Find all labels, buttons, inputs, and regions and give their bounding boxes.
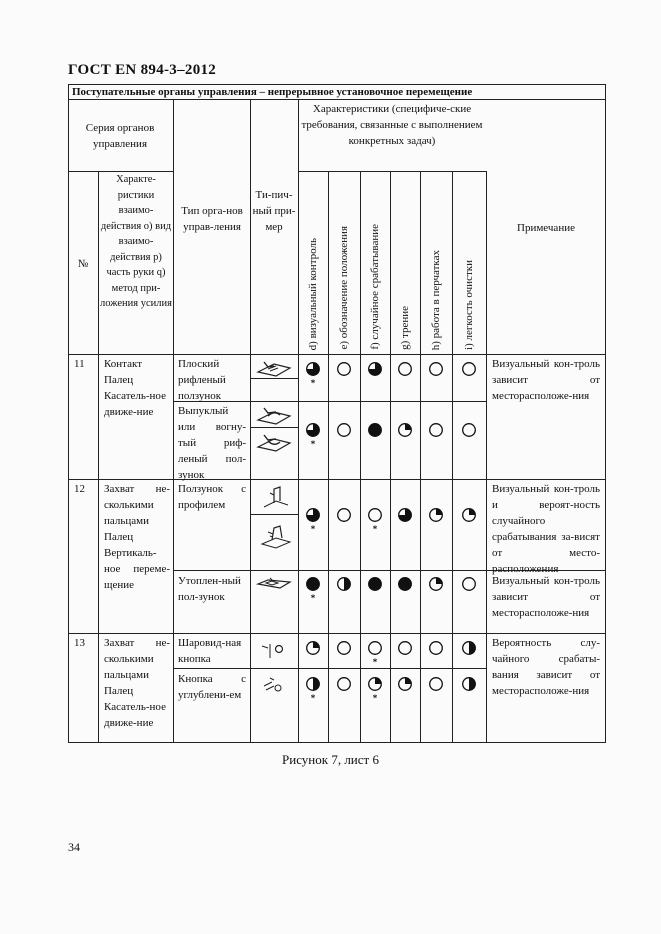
subcol-position-indication: e) обозначение положения <box>338 226 350 350</box>
asterisk-mark: * <box>310 693 316 703</box>
figure-caption: Рисунок 7, лист 6 <box>282 752 379 767</box>
asterisk-mark: * <box>372 693 378 703</box>
col-specific-header: Характеристики (специфиче-ские требования, связанные с выполнением конкретных задач) <box>301 103 483 147</box>
rating-friction-row-5 <box>397 640 413 656</box>
row-11-characteristics: Контакт Палец Касатель-ное движе-ние <box>104 358 166 418</box>
row-13-number: 13 <box>74 637 85 649</box>
rating-visual-control-row-5 <box>305 640 321 656</box>
rating-gloves-row-4 <box>428 576 444 592</box>
document-header: ГОСТ EN 894-3–2012 <box>68 62 217 78</box>
subcol-accidental-activation: f) случайное срабатывание <box>369 224 381 350</box>
recessed-knob-drawing <box>258 674 292 698</box>
col-no-header: № <box>77 258 89 270</box>
row-12-note-1: Визуальный кон-троль и вероят-ность случайного срабатывания за-висят от место-расположения <box>492 483 600 575</box>
flat-slider-drawing <box>254 358 294 378</box>
asterisk-mark: * <box>372 657 378 667</box>
rating-visual-control-row-1 <box>305 361 321 377</box>
asterisk-mark: * <box>310 524 316 534</box>
row-13-characteristics: Захват не-сколькими пальцами Палец Касатель-ное движе-ние <box>104 637 170 729</box>
row-12-note-2: Визуальный кон-троль зависит от месторасположе-ния <box>492 575 600 619</box>
rating-friction-row-3 <box>397 507 413 523</box>
rating-position-indication-row-4 <box>336 576 352 592</box>
rating-accidental-activation-row-4 <box>367 576 383 592</box>
col-type-header: Тип орга-нов управ-ления <box>181 205 243 233</box>
rating-position-indication-row-1 <box>336 361 352 377</box>
rating-cleaning-row-3 <box>461 507 477 523</box>
col-example-header: Ти-пич-ный при-мер <box>252 189 296 233</box>
row-13-type-2: Кнопка с углублени-ем <box>178 673 246 701</box>
asterisk-mark: * <box>310 378 316 388</box>
rating-gloves-row-5 <box>428 640 444 656</box>
rating-position-indication-row-2 <box>336 422 352 438</box>
rating-gloves-row-6 <box>428 676 444 692</box>
rating-accidental-activation-row-1 <box>367 361 383 377</box>
table-title: Поступательные органы управления – непрерывное установочное перемещение <box>72 86 473 98</box>
ball-knob-drawing <box>258 638 292 662</box>
row-11-note: Визуальный кон-троль зависит от месторасположе-ния <box>492 358 600 402</box>
rating-friction-row-2 <box>397 422 413 438</box>
rating-cleaning-row-6 <box>461 676 477 692</box>
rating-accidental-activation-row-3 <box>367 507 383 523</box>
row-13-note: Вероятность слу-чайного срабаты-вания зависит от месторасположе-ния <box>492 637 600 697</box>
subcol-gloves: h) работа в перчатках <box>430 249 442 350</box>
asterisk-mark: * <box>372 524 378 534</box>
rating-gloves-row-3 <box>428 507 444 523</box>
rating-cleaning-row-4 <box>461 576 477 592</box>
rating-position-indication-row-5 <box>336 640 352 656</box>
page-number: 34 <box>68 840 80 854</box>
rating-accidental-activation-row-5 <box>367 640 383 656</box>
rating-friction-row-1 <box>397 361 413 377</box>
asterisk-mark: * <box>310 593 316 603</box>
rating-gloves-row-1 <box>428 361 444 377</box>
row-12-type-2: Утоплен-ный пол-зунок <box>178 575 241 603</box>
subcol-friction: g) трение <box>399 306 411 350</box>
row-12-number: 12 <box>74 483 85 495</box>
rating-cleaning-row-2 <box>461 422 477 438</box>
row-11-type-1: Плоский рифленый ползунок <box>178 358 226 402</box>
rating-friction-row-4 <box>397 576 413 592</box>
rating-cleaning-row-1 <box>461 361 477 377</box>
row-12-characteristics: Захват не-сколькими пальцами Палец Вертикаль-ное переме-щение <box>104 483 170 591</box>
convex-slider-drawing <box>254 404 294 426</box>
rating-gloves-row-2 <box>428 422 444 438</box>
col-note-header: Примечание <box>517 222 575 234</box>
profile-slider-grip-drawing <box>258 520 292 550</box>
asterisk-mark: * <box>310 439 316 449</box>
row-11-type-2: Выпуклый или вогну-тый риф-леный пол-зунок <box>178 405 246 481</box>
profile-slider-drawing <box>258 483 292 511</box>
subcol-visual-control: d) визуальный контроль <box>307 237 319 350</box>
rating-accidental-activation-row-6 <box>367 676 383 692</box>
concave-slider-drawing <box>254 431 294 453</box>
recessed-slider-drawing <box>254 574 294 596</box>
rating-visual-control-row-3 <box>305 507 321 523</box>
row-11-number: 11 <box>74 358 85 370</box>
col-series-header: Серия органов управления <box>85 122 155 150</box>
rating-position-indication-row-3 <box>336 507 352 523</box>
rating-accidental-activation-row-2 <box>367 422 383 438</box>
rating-cleaning-row-5 <box>461 640 477 656</box>
rating-visual-control-row-6 <box>305 676 321 692</box>
rating-position-indication-row-6 <box>336 676 352 692</box>
rating-visual-control-row-2 <box>305 422 321 438</box>
rating-visual-control-row-4 <box>305 576 321 592</box>
row-12-type-1: Ползунок с профилем <box>178 483 246 511</box>
col-char-header: Характе-ристики взаимо-действия о) вид взаимо-действия р) часть руки q) метод при-ложения усилия <box>100 174 172 309</box>
rating-friction-row-6 <box>397 676 413 692</box>
row-13-type-1: Шаровид-ная кнопка <box>178 637 242 665</box>
subcol-cleaning: i) легкость очистки <box>463 260 475 350</box>
